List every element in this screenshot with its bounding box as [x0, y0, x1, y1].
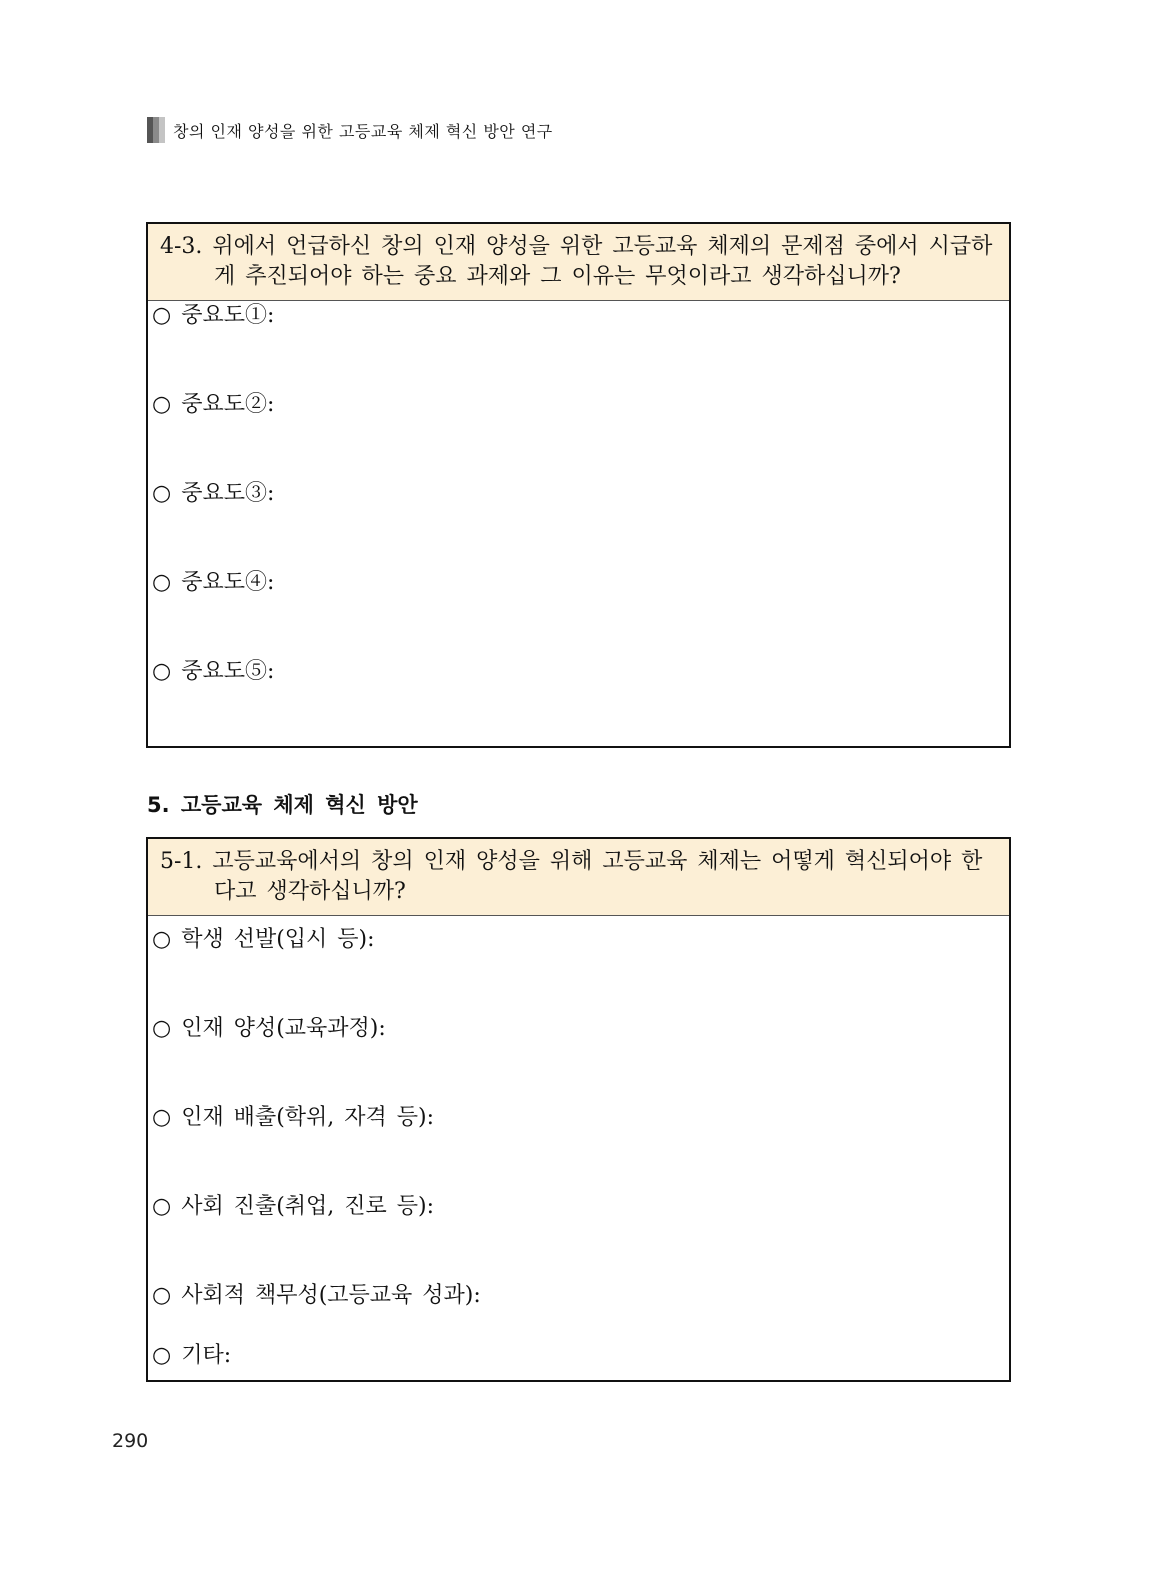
page-number: 290: [112, 1430, 149, 1452]
answer-option-other: ○ 기타:: [152, 1343, 232, 1368]
section-title: 5. 고등교육 체제 혁신 방안: [147, 793, 418, 817]
answer-option-student-selection: ○ 학생 선발(입시 등):: [152, 927, 375, 952]
running-header: [147, 117, 553, 143]
answer-option-importance-3: ○ 중요도③:: [152, 481, 275, 506]
answer-option-importance-1: ○ 중요도①:: [152, 303, 275, 328]
question-5-1-text: 5-1. 고등교육에서의 창의 인재 양성을 위해 고등교육 체제는 어떻게 혁신되어야 한다고 생각하십니까?: [148, 839, 1009, 916]
question-4-3-box: [146, 222, 1011, 748]
answer-option-social-entry: ○ 사회 진출(취업, 진로 등):: [152, 1194, 435, 1219]
running-title: 창의 인재 양성을 위한 고등교육 체제 혁신 방안 연구: [173, 121, 553, 141]
question-5-1-box: [146, 837, 1011, 1382]
question-4-3-text: 4-3. 위에서 언급하신 창의 인재 양성을 위한 고등교육 체제의 문제점 중에서 시급하게 추진되어야 하는 중요 과제와 그 이유는 무엇이라고 생각하십니까?: [148, 224, 1009, 301]
answer-option-importance-4: ○ 중요도④:: [152, 570, 275, 595]
answer-option-importance-5: ○ 중요도⑤:: [152, 659, 275, 684]
answer-option-social-accountability: ○ 사회적 책무성(고등교육 성과):: [152, 1283, 481, 1308]
answer-option-talent-output: ○ 인재 배출(학위, 자격 등):: [152, 1105, 435, 1130]
answer-option-importance-2: ○ 중요도②:: [152, 392, 275, 417]
header-gradient-bar-icon: [147, 117, 165, 143]
answer-option-talent-cultivation: ○ 인재 양성(교육과정):: [152, 1016, 386, 1041]
